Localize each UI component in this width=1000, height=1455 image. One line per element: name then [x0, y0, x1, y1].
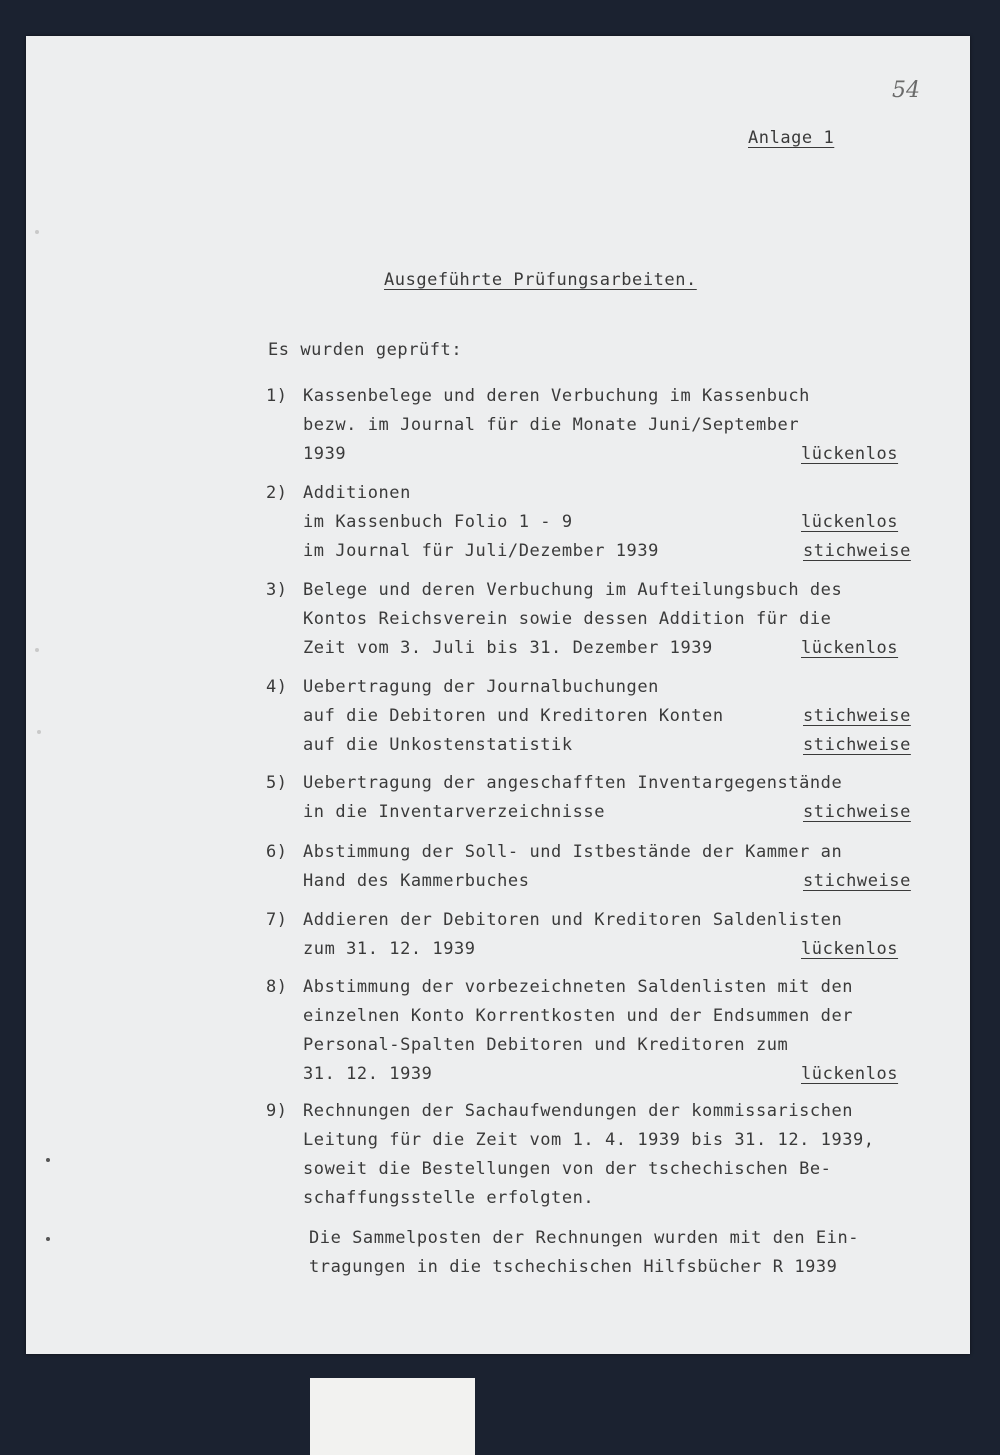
- item-number: 8): [266, 977, 288, 997]
- item-text-line: Belege und deren Verbuchung im Aufteilungsbuch des: [303, 580, 843, 600]
- status-label: lückenlos: [801, 939, 899, 959]
- item-number: 7): [266, 910, 288, 930]
- item-number: 9): [266, 1101, 288, 1121]
- status-label: stichweise: [803, 541, 911, 561]
- margin-mark: [35, 648, 39, 652]
- item-text-line: Additionen: [303, 483, 411, 503]
- item-text-line: auf die Unkostenstatistik: [303, 735, 573, 755]
- item-text-line: einzelnen Konto Korrentkosten und der Endsummen der: [303, 1006, 854, 1026]
- margin-mark: [35, 230, 39, 234]
- item-text-line: soweit die Bestellungen von der tschechischen Be-: [303, 1159, 832, 1179]
- status-label: lückenlos: [801, 444, 899, 464]
- item-text-line: Leitung für die Zeit vom 1. 4. 1939 bis 31. 12. 1939,: [303, 1130, 875, 1150]
- item-number: 1): [266, 386, 288, 406]
- paper-strip: [310, 1378, 475, 1455]
- item-text-line: Personal-Spalten Debitoren und Kreditoren zum: [303, 1035, 789, 1055]
- item-text-line: Abstimmung der Soll- und Istbestände der Kammer an: [303, 842, 843, 862]
- item-number: 5): [266, 773, 288, 793]
- status-label: lückenlos: [801, 512, 899, 532]
- status-label: lückenlos: [801, 638, 899, 658]
- item-text-line: schaffungsstelle erfolgten.: [303, 1188, 595, 1208]
- item-text-line: bezw. im Journal für die Monate Juni/September: [303, 415, 800, 435]
- item-text-line: Addieren der Debitoren und Kreditoren Saldenlisten: [303, 910, 843, 930]
- margin-mark: [37, 730, 41, 734]
- status-label: stichweise: [803, 802, 911, 822]
- item-text-line: Kontos Reichsverein sowie dessen Addition für die: [303, 609, 832, 629]
- status-label: lückenlos: [801, 1064, 899, 1084]
- item-text-line: im Journal für Juli/Dezember 1939: [303, 541, 659, 561]
- item-text-line: 31. 12. 1939: [303, 1064, 433, 1084]
- document-title: Ausgeführte Prüfungsarbeiten.: [384, 270, 697, 290]
- closing-text-line: Die Sammelposten der Rechnungen wurden mit den Ein-: [309, 1228, 860, 1248]
- item-text-line: 1939: [303, 444, 347, 464]
- item-text-line: im Kassenbuch Folio 1 - 9: [303, 512, 573, 532]
- status-label: stichweise: [803, 706, 911, 726]
- item-text-line: Abstimmung der vorbezeichneten Saldenlisten mit den: [303, 977, 854, 997]
- item-text-line: Rechnungen der Sachaufwendungen der kommissarischen: [303, 1101, 854, 1121]
- item-number: 2): [266, 483, 288, 503]
- status-label: stichweise: [803, 735, 911, 755]
- annex-label: Anlage 1: [748, 128, 835, 148]
- margin-mark: [46, 1158, 50, 1162]
- margin-mark: [46, 1237, 50, 1241]
- page-number: 54: [892, 78, 920, 103]
- item-text-line: Uebertragung der angeschafften Inventargegenstände: [303, 773, 843, 793]
- item-text-line: auf die Debitoren und Kreditoren Konten: [303, 706, 724, 726]
- item-text-line: Kassenbelege und deren Verbuchung im Kassenbuch: [303, 386, 810, 406]
- item-text-line: zum 31. 12. 1939: [303, 939, 476, 959]
- item-text-line: Hand des Kammerbuches: [303, 871, 530, 891]
- item-number: 6): [266, 842, 288, 862]
- item-number: 4): [266, 677, 288, 697]
- closing-text-line: tragungen in die tschechischen Hilfsbücher R 1939: [309, 1257, 838, 1277]
- item-text-line: in die Inventarverzeichnisse: [303, 802, 605, 822]
- status-label: stichweise: [803, 871, 911, 891]
- item-text-line: Uebertragung der Journalbuchungen: [303, 677, 659, 697]
- item-text-line: Zeit vom 3. Juli bis 31. Dezember 1939: [303, 638, 713, 658]
- intro-text: Es wurden geprüft:: [268, 340, 463, 360]
- item-number: 3): [266, 580, 288, 600]
